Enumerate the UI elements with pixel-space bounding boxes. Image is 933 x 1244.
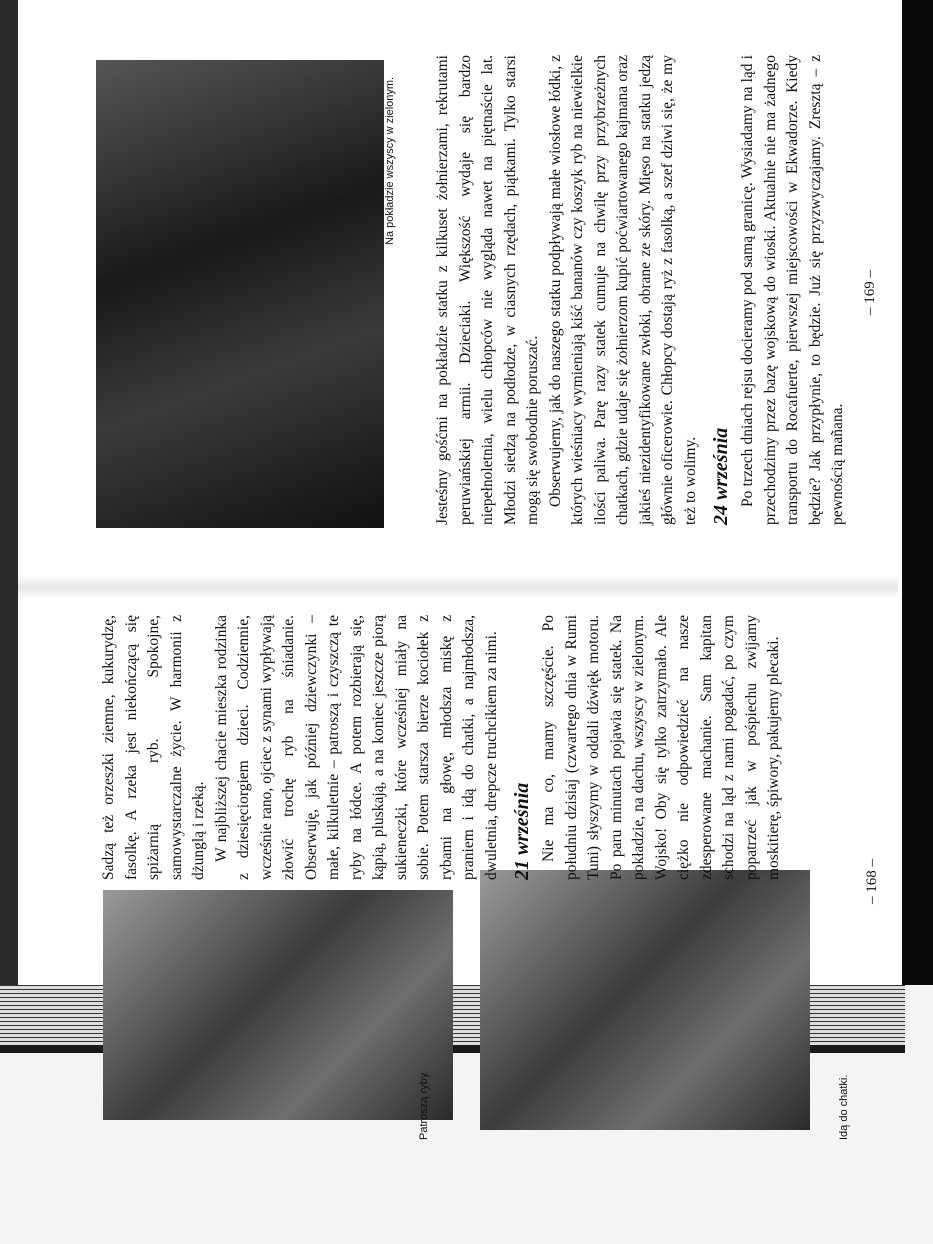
photo-na-pokladzie bbox=[96, 60, 384, 528]
page-number-right: – 169 – bbox=[862, 270, 878, 315]
caption-patroszq-ryby: Patroszą ryby. bbox=[418, 1070, 430, 1140]
paragraph: Obserwujemy, jak do naszego statku podpływają małe wiosłowe łódki, z których wieśniacy wymieniają kiść bananów czy koszyk ryb na niewielkie ilości paliwa. Parę razy statek cumuje na chwilę przy przybrzeżnych chatkach, gdzie udaje się żołnierzom kupić poćwiartowanego kajmana oraz jakieś niezidentyfikowane zwłoki, obrane ze skóry. Mięso na statku jedzą głównie oficerowie. Chłopcy dostają ryż z fasolką, a szef dziwi się, że my też to wolimy. bbox=[546, 55, 699, 525]
caption-na-pokladzie: Na pokładzie wszyscy w zielonym. bbox=[384, 76, 396, 245]
paragraph: Po trzech dniach rejsu docieramy pod samą granicę. Wysiadamy na ląd i przechodzimy przez bazę wojskową do wioski. Aktualnie nie ma żadnego transportu do Rocafuerte, pierwszej miejscowości w Ekwadorze. Kiedy będzie? Jak przypłynie, to będzie. Już się przyzwyczajamy. Zresztą – z pewnością mañana. bbox=[739, 55, 846, 525]
caption-ida-do-chatki: Idą do chatki. bbox=[838, 1074, 850, 1140]
page-number-left: – 168 – bbox=[864, 859, 880, 904]
paragraph: Nie ma co, mamy szczęście. Po południu dzisiaj (czwartego dnia w Rumi Tuni) słyszymy w oddali dźwięk motoru. Po paru minutach pojawia się statek. Na pokładzie, na dachu, wszyscy w zielonym. Wojsko! Oby się tylko zatrzymało. Ale ciężko nie odpowiedzieć na nasze zdesperowane machanie. Sam kapitan schodzi na ląd z nami pogadać, po czym popatrzeć jak w pośpiechu zwijamy moskitierę, śpiwory, pakujemy plecaki. bbox=[540, 615, 782, 880]
paragraph: Sadzą też orzeszki ziemne, kukurydzę, fasolkę. A rzeka jest niekończącą się spiżarnią ryb. Spokojne, samowystarczalne życie. W harmonii z dżunglą i rzeką. bbox=[100, 615, 207, 880]
paragraph: Jesteśmy gośćmi na pokładzie statku z kilkuset żołnierzami, rekrutami peruwiańskiej armii. Dzieciaki. Większość wydaje się bardzo niepełnoletnia, wielu chłopców nie wygląda nawet na piętnaście lat. Młodzi siedzą na podłodze, w ciasnych rzędach, piątkami. Tylko starsi mogą się swobodnie poruszać. bbox=[434, 55, 541, 525]
date-heading: 24 września bbox=[710, 427, 732, 525]
date-heading: 21 września bbox=[511, 782, 533, 880]
paragraph: W najbliższej chacie mieszka rodzinka z dziesięciorgiem dzieci. Codziennie, wcześnie rano, ojciec z synami wypływają złowić trochę ryb na śniadanie. Obserwuję, jak później dziewczynki – małe, kilkuletnie – patroszą i czyszczą te ryby na łódce. A potem rozbierają się, kąpią, pluskają, a na koniec jeszcze piorą sukieneczki, które wcześniej miały na sobie. Potem starsza bierze kociołek z rybami na głowę, młodsza miskę z praniem i idą do chatki, a najmłodsza, dwuletnia, drepcze truchcikiem za nimi. bbox=[212, 615, 500, 880]
right-text-column bbox=[432, 55, 850, 525]
